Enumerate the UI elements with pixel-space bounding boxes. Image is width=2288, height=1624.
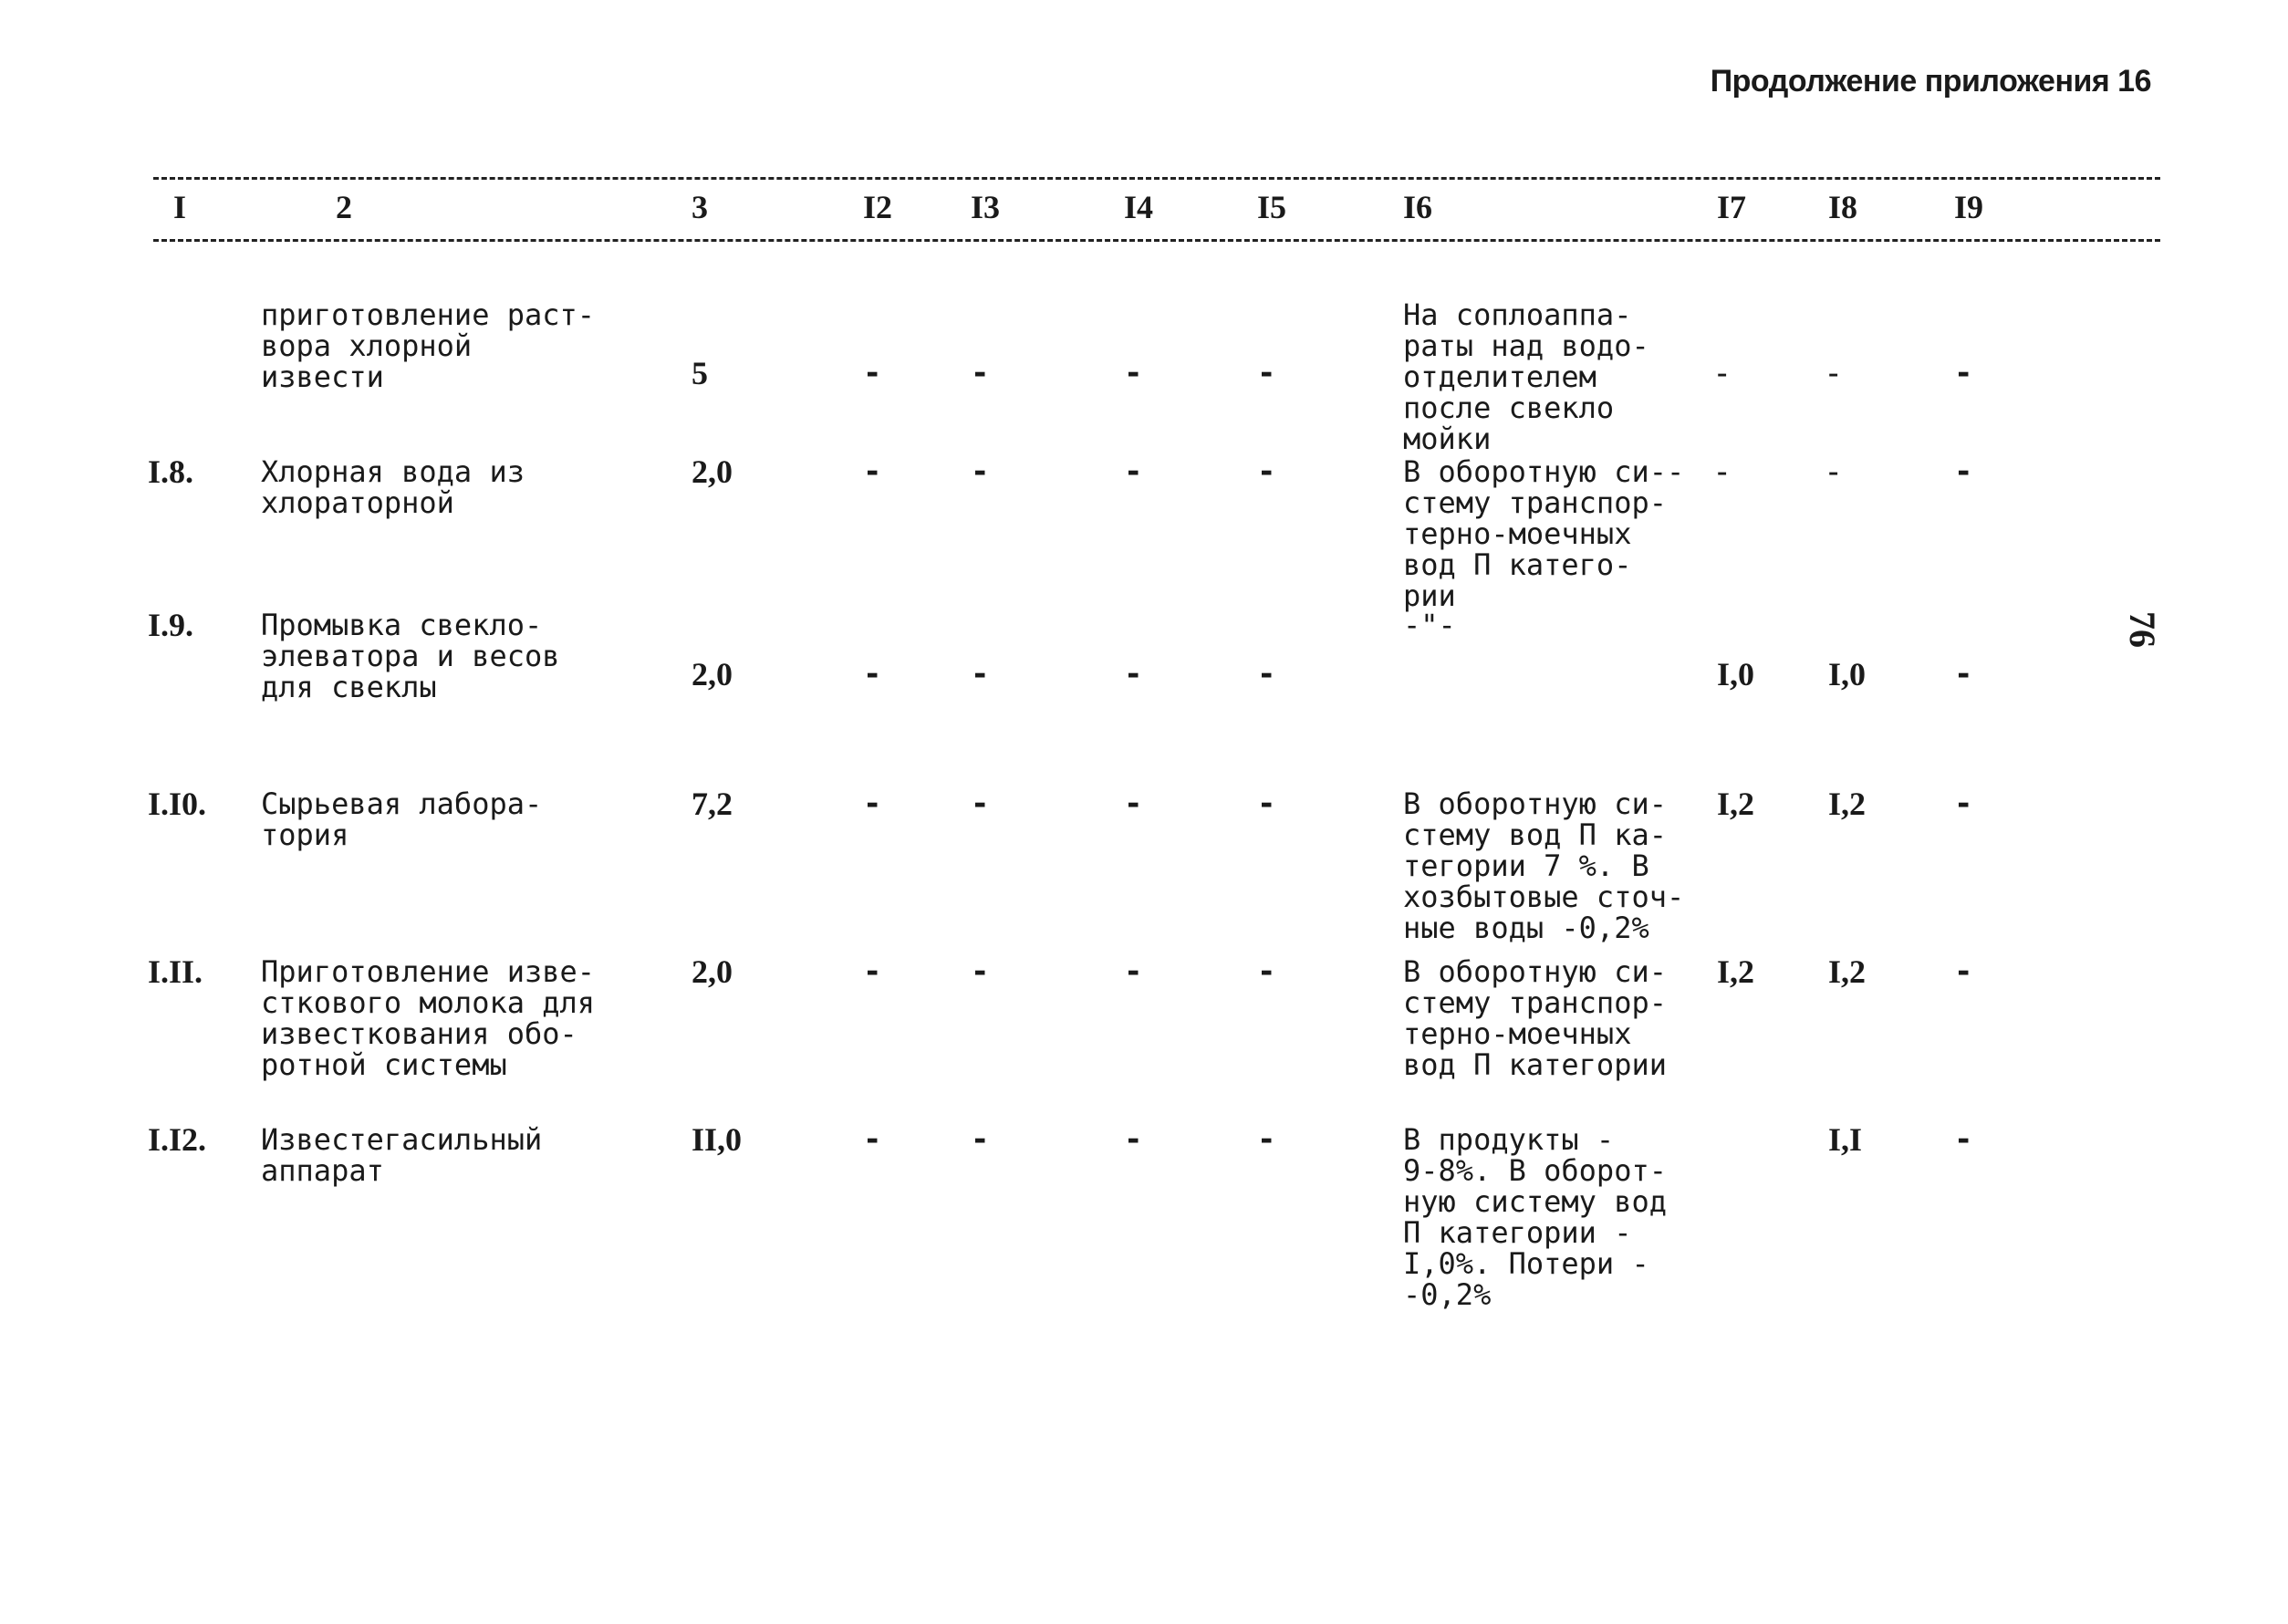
cell-col-I6: В оборотную си- стему вод П ка- тегории 7 %. В хозбытовые сточ- ные воды -0,2% bbox=[1403, 786, 1685, 945]
cell-col-I7: I,2 bbox=[1717, 953, 1755, 990]
cell-col-I8: I,0 bbox=[1828, 656, 1867, 692]
cell-col-3: 7,2 bbox=[692, 786, 733, 822]
cell-col-I8: - bbox=[1828, 356, 1839, 390]
cell-col-I5: - bbox=[1257, 656, 1276, 692]
cell-col-I3: - bbox=[971, 953, 990, 990]
cell-col-I5: - bbox=[1257, 953, 1276, 990]
cell-col-3: 2,0 bbox=[692, 656, 733, 692]
header-rule bbox=[153, 239, 2160, 242]
cell-item-number: I.I0. bbox=[148, 786, 207, 822]
cell-col-3: 5 bbox=[692, 355, 708, 391]
cell-col-I8: - bbox=[1828, 454, 1839, 488]
cell-col-I7: I,0 bbox=[1717, 656, 1755, 692]
cell-col-I6: В оборотную си- стему транспор- терно-моечных вод П категории bbox=[1403, 954, 1667, 1082]
cell-item-number: I.9. bbox=[148, 607, 194, 643]
cell-col-I3: - bbox=[971, 355, 990, 391]
cell-description: Сырьевая лабора- тория bbox=[261, 786, 543, 852]
column-header: I6 bbox=[1403, 189, 1433, 225]
top-rule bbox=[153, 177, 2160, 180]
cell-col-I9: - bbox=[1954, 453, 1973, 490]
cell-item-number: I.II. bbox=[148, 953, 203, 990]
cell-col-I9: - bbox=[1954, 786, 1973, 822]
cell-col-I5: - bbox=[1257, 1121, 1276, 1158]
cell-col-I8: I,2 bbox=[1828, 786, 1867, 822]
page-header: Продолжение приложения 16 bbox=[1710, 64, 2151, 99]
cell-col-I4: - bbox=[1124, 953, 1143, 990]
cell-col-I6: На соплоаппа- раты над водо- отделителем после свекло мойки bbox=[1403, 297, 1649, 456]
cell-description: приготовление раст- вора хлорной извести bbox=[261, 297, 596, 394]
cell-col-I9: - bbox=[1954, 1121, 1973, 1158]
cell-item-number: I.8. bbox=[148, 453, 194, 490]
column-header: I3 bbox=[971, 189, 1001, 225]
cell-col-I3: - bbox=[971, 453, 990, 490]
cell-col-I4: - bbox=[1124, 1121, 1143, 1158]
column-header: I9 bbox=[1954, 189, 1984, 225]
cell-col-I6: В оборотную си-- стему транспор- терно-моечных вод П катего- рии bbox=[1403, 454, 1685, 613]
cell-col-3: 2,0 bbox=[692, 453, 733, 490]
cell-col-I4: - bbox=[1124, 453, 1143, 490]
cell-col-I3: - bbox=[971, 656, 990, 692]
cell-col-I8: I,2 bbox=[1828, 953, 1867, 990]
cell-col-I2: - bbox=[863, 656, 882, 692]
cell-col-I5: - bbox=[1257, 453, 1276, 490]
cell-col-I9: - bbox=[1954, 355, 1973, 391]
cell-col-I8: I,I bbox=[1828, 1121, 1863, 1158]
cell-col-I2: - bbox=[863, 786, 882, 822]
column-header: I2 bbox=[863, 189, 893, 225]
cell-col-I2: - bbox=[863, 453, 882, 490]
cell-col-I7: - bbox=[1717, 356, 1728, 390]
cell-description: Промывка свекло- элеватора и весов для свеклы bbox=[261, 608, 560, 704]
cell-col-I4: - bbox=[1124, 355, 1143, 391]
cell-col-I3: - bbox=[971, 786, 990, 822]
cell-col-I5: - bbox=[1257, 786, 1276, 822]
column-header: I bbox=[173, 189, 187, 225]
cell-col-I7: - bbox=[1717, 454, 1728, 488]
page-number: 76 bbox=[2122, 611, 2163, 648]
cell-col-I2: - bbox=[863, 355, 882, 391]
cell-col-I6: В продукты - 9-8%. В оборот- ную систему вод П категории - I,0%. Потери - -0,2% bbox=[1403, 1122, 1667, 1312]
column-header: 3 bbox=[692, 189, 708, 225]
cell-col-I5: - bbox=[1257, 355, 1276, 391]
column-header: I8 bbox=[1828, 189, 1858, 225]
cell-description: Приготовление изве- сткового молока для известкования обо- ротной системы bbox=[261, 954, 596, 1082]
cell-col-I6: -"- bbox=[1403, 608, 1456, 642]
column-header: I4 bbox=[1124, 189, 1154, 225]
cell-col-I4: - bbox=[1124, 656, 1143, 692]
column-header: 2 bbox=[336, 189, 352, 225]
cell-col-3: II,0 bbox=[692, 1121, 743, 1158]
cell-col-I2: - bbox=[863, 953, 882, 990]
cell-col-I7: I,2 bbox=[1717, 786, 1755, 822]
cell-col-I4: - bbox=[1124, 786, 1143, 822]
cell-col-I9: - bbox=[1954, 656, 1973, 692]
cell-col-I9: - bbox=[1954, 953, 1973, 990]
column-header: I7 bbox=[1717, 189, 1747, 225]
cell-col-3: 2,0 bbox=[692, 953, 733, 990]
cell-col-I2: - bbox=[863, 1121, 882, 1158]
cell-col-I3: - bbox=[971, 1121, 990, 1158]
cell-item-number: I.I2. bbox=[148, 1121, 207, 1158]
column-header: I5 bbox=[1257, 189, 1287, 225]
cell-description: Хлорная вода из хлораторной bbox=[261, 454, 525, 520]
cell-description: Известегасильный аппарат bbox=[261, 1122, 543, 1188]
